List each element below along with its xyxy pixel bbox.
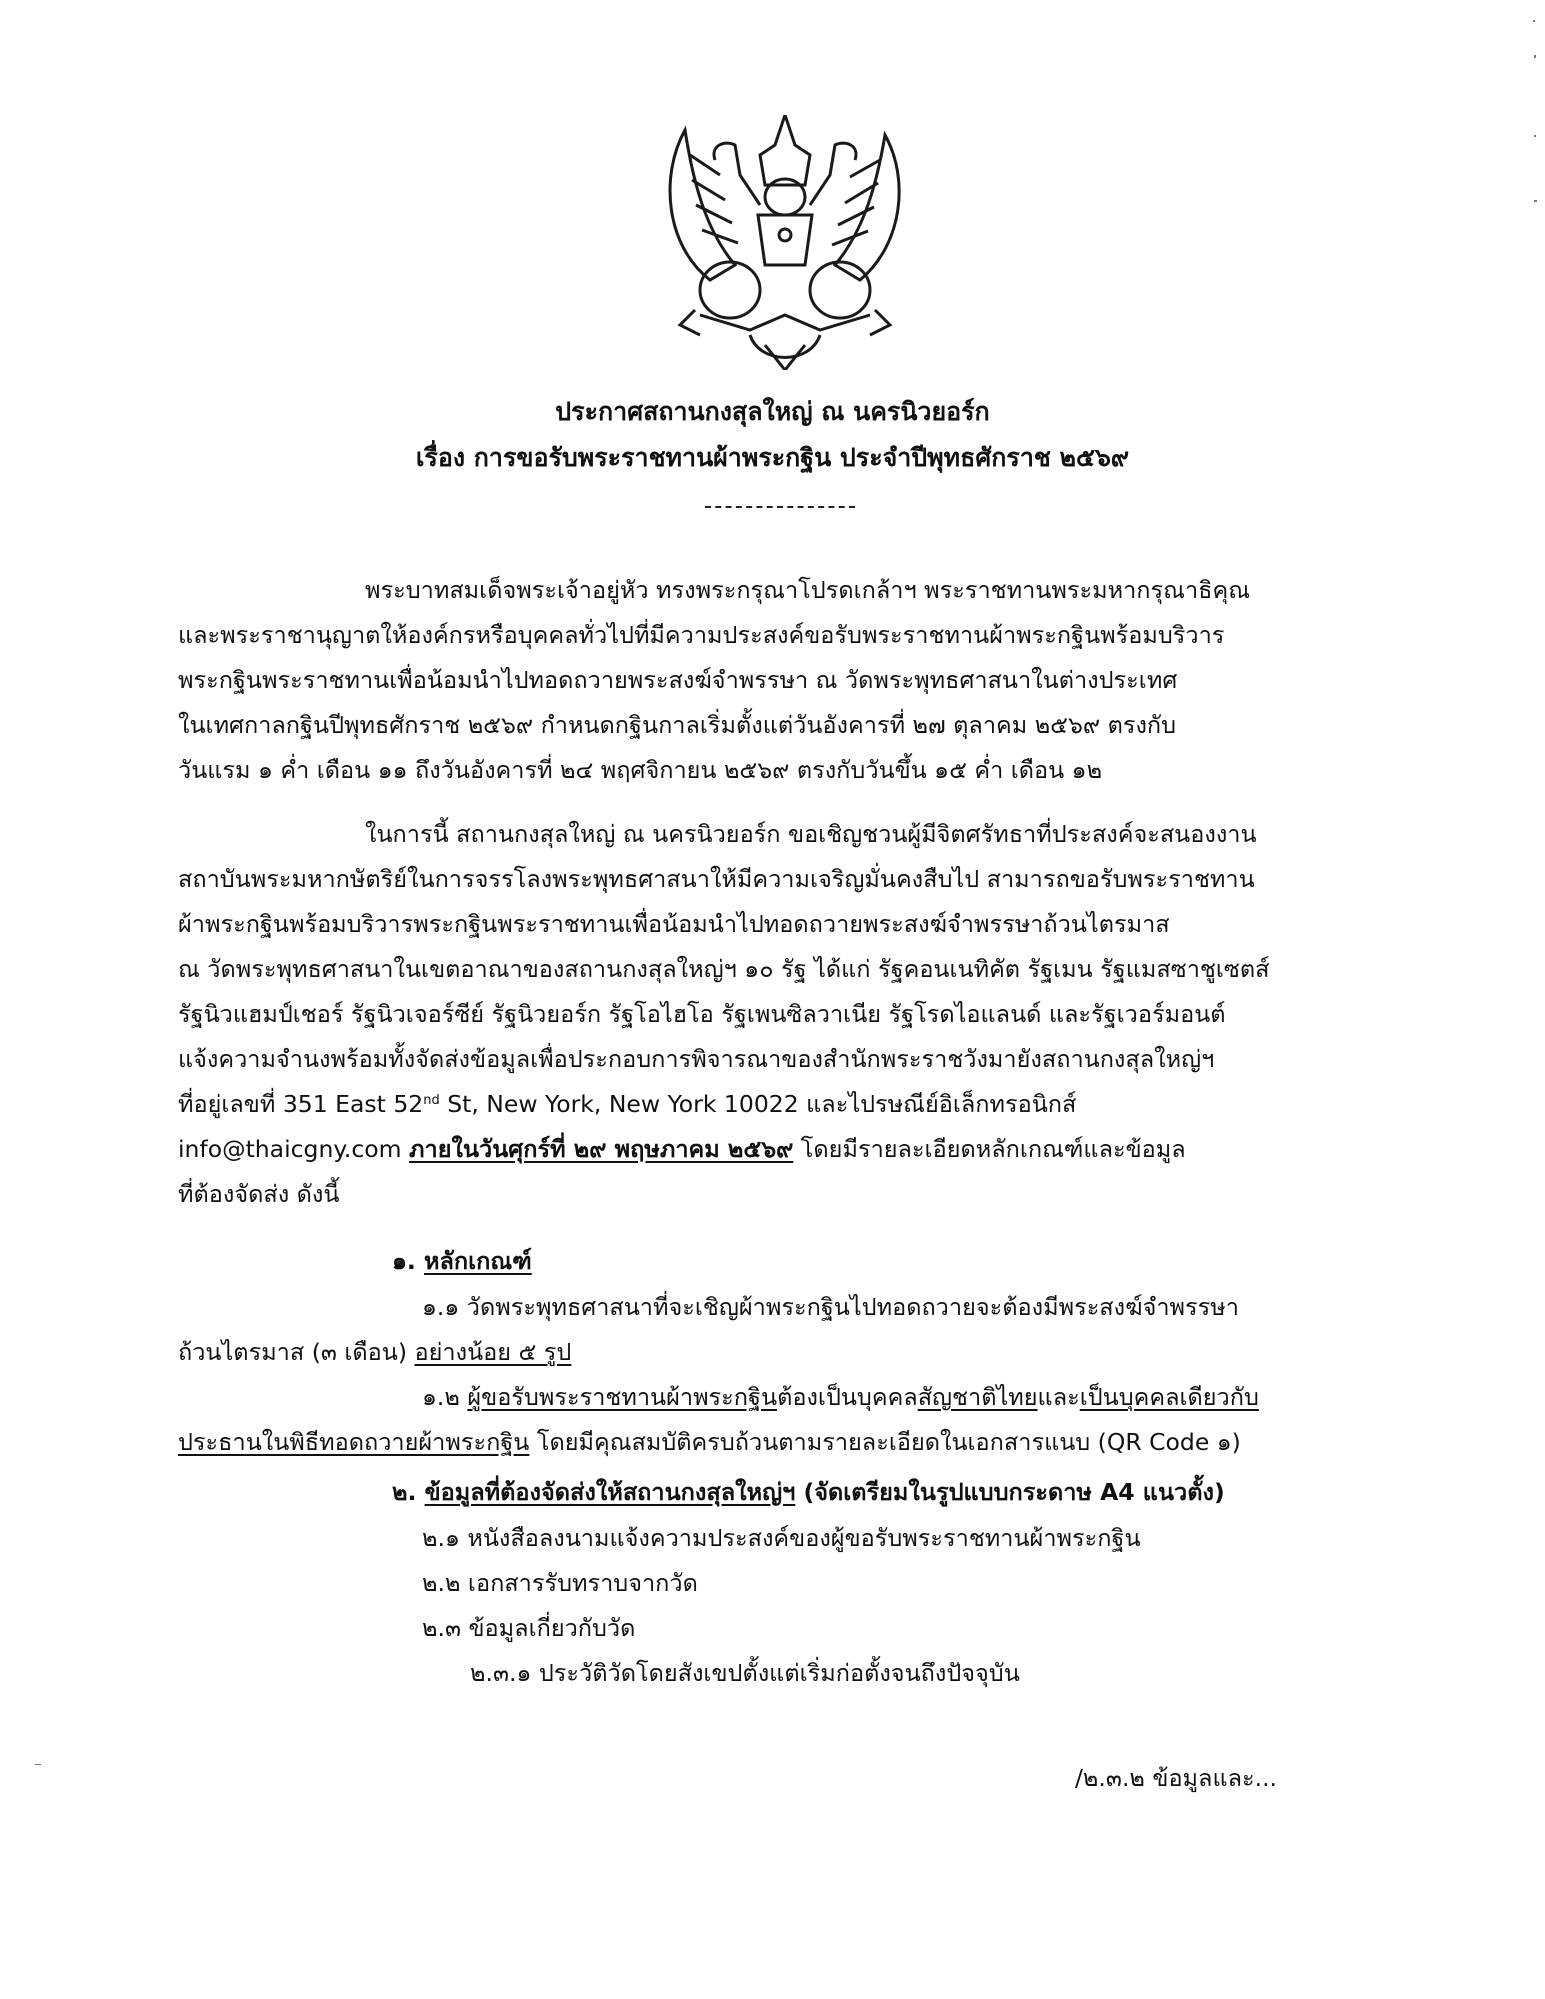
paragraph-1-line: พระกฐินพระราชทานเพื่อน้อมนำไปทอดถวายพระสงฆ์จำพรรษา ณ วัดพระพุทธศาสนาในต่างประเทศ	[178, 666, 1178, 694]
address-prefix: ที่อยู่เลขที่ 351 East 52	[178, 1090, 424, 1118]
item-2-1: ๒.๑ หนังสือลงนามแจ้งความประสงค์ของผู้ขอรับพระราชทานผ้าพระกฐิน	[422, 1524, 1141, 1552]
item-1-1-text: ถ้วนไตรมาส (๓ เดือน)	[178, 1338, 415, 1366]
section-2-note: (จัดเตรียมในรูปแบบกระดาษ A4 แนวตั้ง)	[795, 1478, 1225, 1506]
paragraph-2-line: ณ วัดพระพุทธศาสนาในเขตอาณาของสถานกงสุลใหญ่ฯ ๑๐ รัฐ ได้แก่ รัฐคอนเนทิคัต รัฐเมน รัฐแมสซาชูเซตส์	[178, 955, 1270, 983]
item-1-1-minimum: อย่างน้อย ๕ รูป	[414, 1338, 572, 1366]
paragraph-2-line: ผ้าพระกฐินพร้อมบริวารพระกฐินพระราชทานเพื่อน้อมนำไปทอดถวายพระสงฆ์จำพรรษาถ้วนไตรมาส	[178, 910, 1170, 938]
email-deadline-line	[178, 1132, 1186, 1166]
item-1-2-nationality: สัญชาติไทย	[917, 1383, 1038, 1411]
scan-artifact	[1533, 20, 1535, 22]
email-line-rest: โดยมีรายละเอียดหลักเกณฑ์และข้อมูล	[793, 1135, 1186, 1163]
section-2-heading	[392, 1475, 1225, 1509]
address-line	[178, 1087, 1076, 1121]
paragraph-1-line: ในเทศกาลกฐินปีพุทธศักราช ๒๕๖๙ กำหนดกฐินกาลเริ่มตั้งแต่วันอังคารที่ ๒๗ ตุลาคม ๒๕๖๙ ตรงกับ	[178, 711, 1177, 739]
item-1-1-line-1: ๑.๑ วัดพระพุทธศาสนาที่จะเชิญผ้าพระกฐินไปทอดถวายจะต้องมีพระสงฆ์จำพรรษา	[422, 1293, 1239, 1321]
paragraph-1-line: พระบาทสมเด็จพระเจ้าอยู่หัว ทรงพระกรุณาโปรดเกล้าฯ พระราชทานพระมหากรุณาธิคุณ	[365, 576, 1251, 604]
scan-artifact	[1534, 135, 1536, 137]
scan-artifact	[35, 1764, 41, 1765]
item-2-3-1: ๒.๓.๑ ประวัติวัดโดยสังเขปตั้งแต่เริ่มก่อตั้งจนถึงปัจจุบัน	[470, 1659, 1020, 1687]
item-2-2: ๒.๒ เอกสารรับทราบจากวัด	[422, 1569, 698, 1597]
item-1-2-line-2	[178, 1425, 1241, 1459]
item-2-3: ๒.๓ ข้อมูลเกี่ยวกับวัด	[422, 1614, 636, 1642]
item-1-1-line-2	[178, 1335, 571, 1369]
section-1-title: หลักเกณฑ์	[424, 1247, 532, 1275]
paragraph-1-line: วันแรม ๑ ค่ำ เดือน ๑๑ ถึงวันอังคารที่ ๒๔ พฤศจิกายน ๒๕๖๙ ตรงกับวันขึ้น ๑๕ ค่ำ เดือน ๑๒	[178, 756, 1103, 784]
scan-artifact	[1534, 55, 1536, 58]
closing-line: ที่ต้องจัดส่ง ดังนี้	[178, 1180, 340, 1208]
item-1-2-chairperson: ประธานในพิธีทอดถวายผ้าพระกฐิน	[178, 1428, 530, 1456]
continuation-marker: /๒.๓.๒ ข้อมูลและ...	[1075, 1764, 1278, 1792]
title-divider	[705, 506, 855, 508]
deadline-text: ภายในวันศุกร์ที่ ๒๙ พฤษภาคม ๒๕๖๙	[409, 1135, 794, 1163]
announcement-title: ประกาศสถานกงสุลใหญ่ ณ นครนิวยอร์ก	[555, 397, 990, 426]
section-2-title: ข้อมูลที่ต้องจัดส่งให้สถานกงสุลใหญ่ฯ	[424, 1478, 796, 1506]
paragraph-2-line: สถาบันพระมหากษัตริย์ในการจรรโลงพระพุทธศาสนาให้มีความเจริญมั่นคงสืบไป สามารถขอรับพระราชทาน	[178, 865, 1255, 893]
item-1-2-qualifications: โดยมีคุณสมบัติครบถ้วนตามรายละเอียดในเอกสารแนบ (QR Code ๑)	[529, 1428, 1241, 1456]
section-2-number: ๒.	[392, 1478, 425, 1506]
item-1-2-number: ๑.๒	[422, 1383, 468, 1411]
paragraph-2-line: ในการนี้ สถานกงสุลใหญ่ ณ นครนิวยอร์ก ขอเชิญชวนผู้มีจิตศรัทธาที่ประสงค์จะสนองงาน	[365, 820, 1257, 848]
item-1-2-line-1	[422, 1380, 1259, 1414]
item-1-2-applicant: ผู้ขอรับพระราชทานผ้าพระกฐิน	[467, 1383, 778, 1411]
paragraph-2-line: แจ้งความจำนงพร้อมทั้งจัดส่งข้อมูลเพื่อประกอบการพิจารณาของสำนักพระราชวังมายังสถานกงสุลใหญ่ฯ	[178, 1045, 1215, 1073]
paragraph-2-line: รัฐนิวแฮมป์เชอร์ รัฐนิวเจอร์ซีย์ รัฐนิวยอร์ก รัฐโอไฮโอ รัฐเพนซิลวาเนีย รัฐโรดไอแลนด์ และรัฐเวอร์มอนต์	[178, 1000, 1226, 1028]
item-1-2-same-person: เป็นบุคคลเดียวกับ	[1079, 1383, 1259, 1411]
announcement-subject: เรื่อง การขอรับพระราชทานผ้าพระกฐิน ประจำปีพุทธศักราช ๒๕๖๙	[415, 443, 1130, 472]
garuda-emblem-icon	[640, 115, 930, 370]
scan-artifact	[1534, 200, 1537, 202]
paragraph-1-line: และพระราชานุญาตให้องค์กรหรือบุคคลทั่วไปที่มีความประสงค์ขอรับพระราชทานผ้าพระกฐินพร้อมบริวาร	[178, 621, 1225, 649]
address-ordinal: nd	[423, 1093, 440, 1108]
item-1-2-text: ต้องเป็นบุคคล	[777, 1383, 918, 1411]
section-1-number: ๑.	[392, 1247, 425, 1275]
section-1-heading	[392, 1244, 532, 1278]
address-suffix: St, New York, New York 10022 และไปรษณีย์อิเล็กทรอนิกส์	[439, 1090, 1077, 1118]
email-link[interactable]: info@thaicgny.com	[178, 1135, 402, 1163]
item-1-2-and: และ	[1037, 1383, 1080, 1411]
